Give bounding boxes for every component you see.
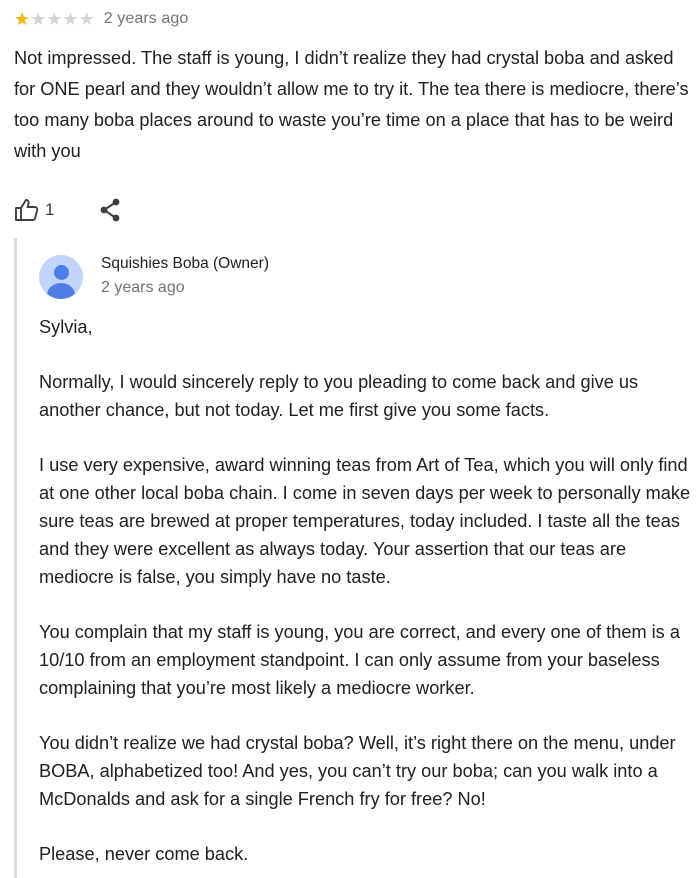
- reply-paragraph: I use very expensive, award winning teas from Art of Tea, which you will only find at one other local boba chain. I come in seven days per week to personally make sure teas are brewed at proper temperatures, today included. I taste all the teas and they were excellent as always today. Your assertion that our teas are mediocre is false, you simply have no taste.: [39, 455, 691, 587]
- like-button[interactable]: [14, 197, 54, 223]
- owner-info: [101, 252, 269, 299]
- reply-paragraph: You didn’t realize we had crystal boba? Well, it’s right there on the menu, under BOBA, alphabetized too! And yes, you can’t try our boba; can you walk into a McDonalds and ask for a single French fry for free? No!: [39, 733, 676, 809]
- like-count: 1: [45, 200, 55, 219]
- star-rating: [14, 10, 95, 28]
- owner-header: [39, 252, 699, 299]
- owner-name[interactable]: Squishies Boba (Owner): [101, 255, 269, 272]
- owner-reply-body: [39, 313, 699, 868]
- star-icon: ★: [30, 9, 47, 29]
- star-icon: ★: [14, 9, 31, 29]
- review-date: 2 years ago: [103, 10, 189, 27]
- reply-paragraph: Normally, I would sincerely reply to you pleading to come back and give us another chance, but not today. Let me first give you some facts.: [39, 372, 639, 420]
- star-icon: ★: [62, 9, 79, 29]
- review-actions: [14, 195, 694, 225]
- share-icon: [98, 197, 122, 223]
- star-icon: ★: [78, 9, 95, 29]
- review-card: [14, 0, 694, 225]
- reply-paragraph: Please, never come back.: [39, 844, 249, 864]
- person-avatar-icon[interactable]: [39, 255, 83, 299]
- owner-reply-date: 2 years ago: [101, 279, 185, 296]
- star-icon: ★: [46, 9, 63, 29]
- rating-row: [14, 0, 694, 38]
- share-button[interactable]: [98, 197, 122, 223]
- reply-paragraph: Sylvia,: [39, 317, 93, 337]
- reply-paragraph: You complain that my staff is young, you are correct, and every one of them is a 10/10 from an employment standpoint. I can only assume from your baseless complaining that you’re most likely a mediocre worker.: [39, 622, 680, 698]
- thumbs-up-icon: [14, 197, 40, 223]
- review-text: Not impressed. The staff is young, I didn’t realize they had crystal boba and asked for ONE pearl and they wouldn’t allow me to try it. The tea there is mediocre, there’s too many boba places around to waste you’re time on a place that has to be weird with you: [14, 48, 689, 161]
- owner-reply: [14, 238, 699, 878]
